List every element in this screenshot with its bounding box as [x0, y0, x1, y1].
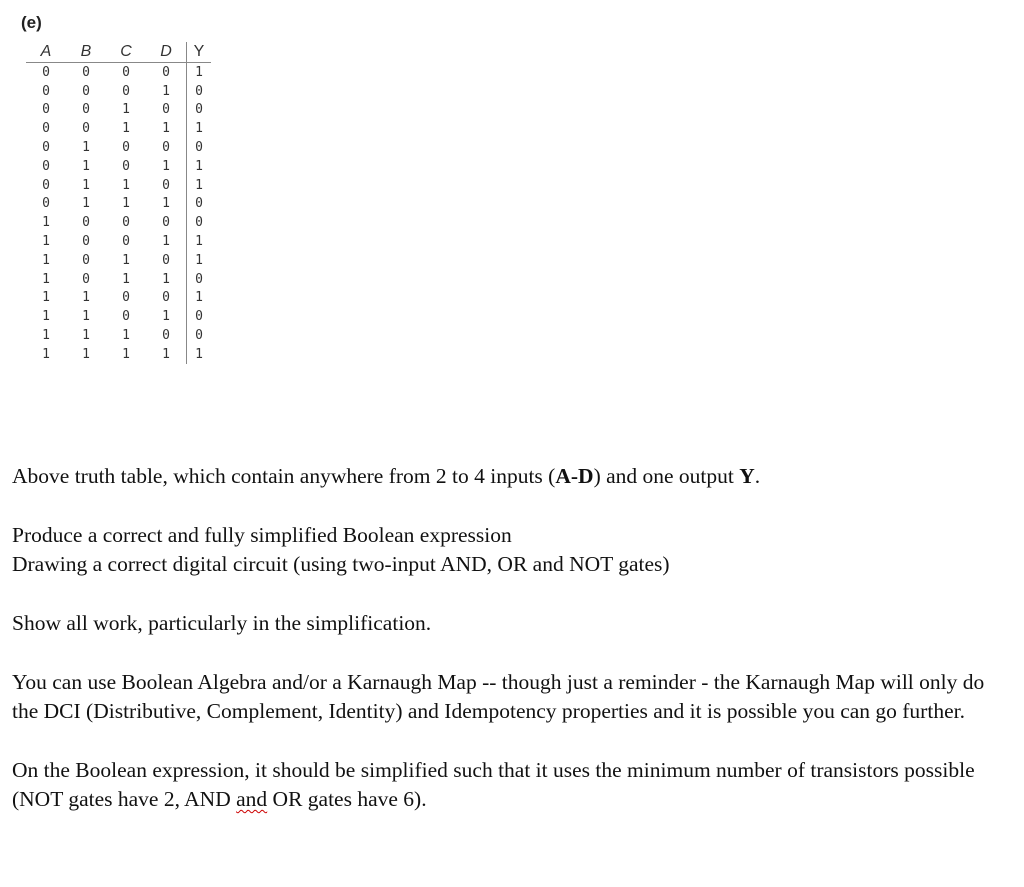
transistor-note-text-2: OR gates have 6).	[267, 787, 427, 811]
input-cell: 1	[82, 140, 90, 156]
input-cell: 1	[82, 196, 90, 212]
input-cell: 1	[42, 309, 50, 325]
show-work-paragraph: Show all work, particularly in the simplification.	[12, 611, 432, 635]
truth-table	[26, 42, 211, 364]
truth-table-row	[26, 63, 211, 82]
instructions	[12, 462, 1012, 814]
input-cell: 0	[82, 252, 90, 268]
input-cell: 0	[122, 215, 130, 231]
input-cell: 1	[122, 177, 130, 193]
input-cell: 1	[162, 309, 170, 325]
input-cell: 1	[162, 196, 170, 212]
output-cell: 1	[187, 119, 212, 138]
truth-table-row	[26, 251, 211, 270]
output-cell: 0	[187, 138, 212, 157]
output-cell: 1	[187, 289, 212, 308]
task-line-1: Produce a correct and fully simplified Boolean expression	[12, 523, 512, 547]
input-cell: 0	[42, 140, 50, 156]
input-cell: 0	[42, 158, 50, 174]
input-cell: 0	[122, 290, 130, 306]
truth-table-row	[26, 270, 211, 289]
input-cell: 0	[162, 102, 170, 118]
transistor-note-text: On the Boolean expression, it should be simplified such that it uses the minimum number of transistors possible (NOT gates have 2, AND	[12, 758, 975, 811]
input-cell: 1	[122, 271, 130, 287]
input-cell: 1	[162, 83, 170, 99]
input-cell: 0	[82, 215, 90, 231]
input-cell: 1	[122, 102, 130, 118]
input-cell: 0	[162, 177, 170, 193]
input-cell: 0	[122, 234, 130, 250]
input-cell: 1	[122, 196, 130, 212]
input-cell: 0	[42, 102, 50, 118]
spellcheck-flagged-word: and	[236, 787, 268, 811]
input-cell: 1	[42, 234, 50, 250]
input-cell: 0	[122, 83, 130, 99]
input-cell: 1	[122, 346, 130, 362]
karnaugh-note-paragraph: You can use Boolean Algebra and/or a Karnaugh Map -- though just a reminder - the Karnaugh Map will only do the DCI (Distributive, Complement, Identity) and Idempotency properties and it is possible you can go further.	[12, 670, 985, 723]
truth-table-header-row	[26, 42, 211, 63]
output-cell: 1	[187, 63, 212, 82]
output-cell: 1	[187, 251, 212, 270]
input-cell: 1	[122, 252, 130, 268]
header-a: A	[26, 42, 66, 63]
input-cell: 0	[162, 215, 170, 231]
input-cell: 1	[42, 215, 50, 231]
output-cell: 0	[187, 326, 212, 345]
header-y: Y	[187, 42, 212, 63]
input-cell: 0	[82, 83, 90, 99]
input-cell: 1	[82, 177, 90, 193]
input-cell: 0	[122, 309, 130, 325]
output-name: Y	[739, 464, 755, 488]
header-c: C	[106, 42, 146, 63]
input-cell: 1	[122, 121, 130, 137]
input-cell: 0	[122, 64, 130, 80]
input-cell: 0	[122, 140, 130, 156]
output-cell: 0	[187, 101, 212, 120]
truth-table-row	[26, 82, 211, 101]
output-cell: 1	[187, 157, 212, 176]
input-cell: 0	[82, 121, 90, 137]
input-cell: 1	[42, 271, 50, 287]
truth-table-row	[26, 232, 211, 251]
truth-table-row	[26, 138, 211, 157]
output-cell: 0	[187, 307, 212, 326]
truth-table-row	[26, 345, 211, 364]
input-cell: 0	[42, 83, 50, 99]
input-cell: 1	[162, 271, 170, 287]
input-cell: 1	[122, 328, 130, 344]
input-cell: 1	[42, 252, 50, 268]
input-cell: 1	[82, 328, 90, 344]
intro-paragraph	[12, 462, 1012, 491]
input-cell: 1	[82, 158, 90, 174]
truth-table-row	[26, 213, 211, 232]
output-cell: 0	[187, 270, 212, 289]
input-cell: 1	[162, 121, 170, 137]
truth-table-row	[26, 195, 211, 214]
header-d: D	[146, 42, 187, 63]
input-cell: 1	[82, 290, 90, 306]
truth-table-row	[26, 157, 211, 176]
transistor-note-paragraph	[12, 756, 1012, 814]
truth-table-row	[26, 326, 211, 345]
input-cell: 1	[42, 290, 50, 306]
input-cell: 1	[42, 328, 50, 344]
truth-table-row	[26, 176, 211, 195]
intro-text: Above truth table, which contain anywhere from 2 to 4 inputs (	[12, 464, 556, 488]
input-cell: 0	[42, 121, 50, 137]
output-cell: 0	[187, 195, 212, 214]
output-cell: 1	[187, 345, 212, 364]
inputs-range: A-D	[555, 464, 594, 488]
input-cell: 0	[82, 234, 90, 250]
task-line-2: Drawing a correct digital circuit (using two-input AND, OR and NOT gates)	[12, 552, 670, 576]
intro-text-2: ) and one output	[593, 464, 740, 488]
input-cell: 1	[42, 346, 50, 362]
truth-table-row	[26, 101, 211, 120]
input-cell: 0	[162, 328, 170, 344]
input-cell: 0	[162, 252, 170, 268]
input-cell: 0	[162, 140, 170, 156]
input-cell: 0	[82, 102, 90, 118]
part-label: (e)	[21, 13, 42, 32]
output-cell: 0	[187, 213, 212, 232]
output-cell: 1	[187, 176, 212, 195]
input-cell: 0	[42, 196, 50, 212]
input-cell: 1	[82, 346, 90, 362]
input-cell: 0	[42, 64, 50, 80]
input-cell: 0	[162, 290, 170, 306]
input-cell: 0	[42, 177, 50, 193]
input-cell: 0	[162, 64, 170, 80]
input-cell: 0	[82, 64, 90, 80]
truth-table-row	[26, 289, 211, 308]
input-cell: 0	[122, 158, 130, 174]
truth-table-row	[26, 307, 211, 326]
truth-table-row	[26, 119, 211, 138]
input-cell: 1	[162, 158, 170, 174]
input-cell: 1	[162, 234, 170, 250]
output-cell: 1	[187, 232, 212, 251]
intro-period: .	[754, 464, 761, 488]
input-cell: 1	[82, 309, 90, 325]
output-cell: 0	[187, 82, 212, 101]
input-cell: 0	[82, 271, 90, 287]
input-cell: 1	[162, 346, 170, 362]
header-b: B	[66, 42, 106, 63]
truth-table-body	[26, 63, 211, 364]
